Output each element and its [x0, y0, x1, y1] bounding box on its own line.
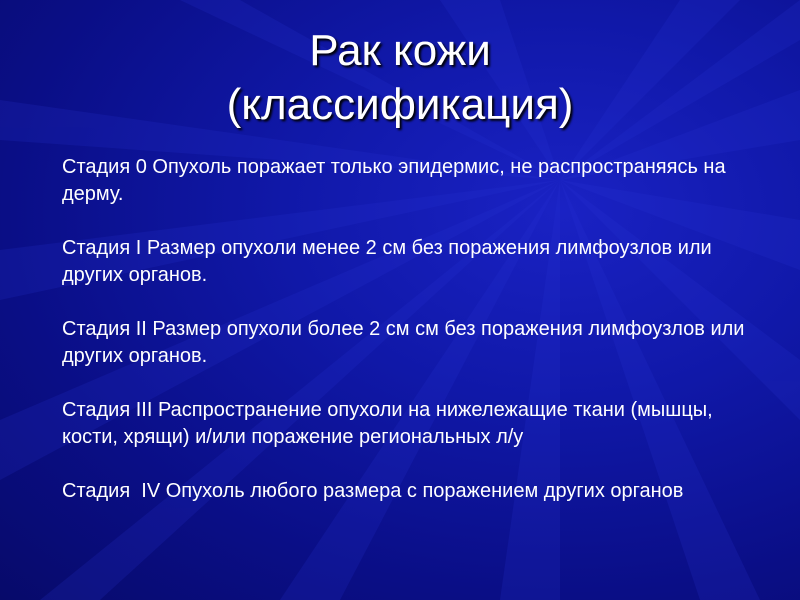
stage-2-item: Стадия II Размер опухоли более 2 см см без поражения лимфоузлов или других органов.: [62, 318, 751, 367]
stage-3-item: Стадия III Распространение опухоли на нижележащие ткани (мышцы, кости, хрящи) и/или поражение региональных л/у: [62, 399, 719, 448]
stage-4-item: Стадия IV Опухоль любого размера с поражением других органов: [62, 480, 684, 502]
stage-1-item: Стадия I Размер опухоли менее 2 см без поражения лимфоузлов или других органов.: [62, 237, 718, 286]
slide-title-line-2: (классификация): [226, 80, 574, 129]
stage-0-item: Стадия 0 Опухоль поражает только эпидермис, не распространяясь на дерму.: [62, 156, 732, 205]
slide-title: [0, 24, 800, 132]
stage-list: [62, 154, 762, 532]
slide-title-line-1: Рак кожи: [309, 26, 491, 75]
